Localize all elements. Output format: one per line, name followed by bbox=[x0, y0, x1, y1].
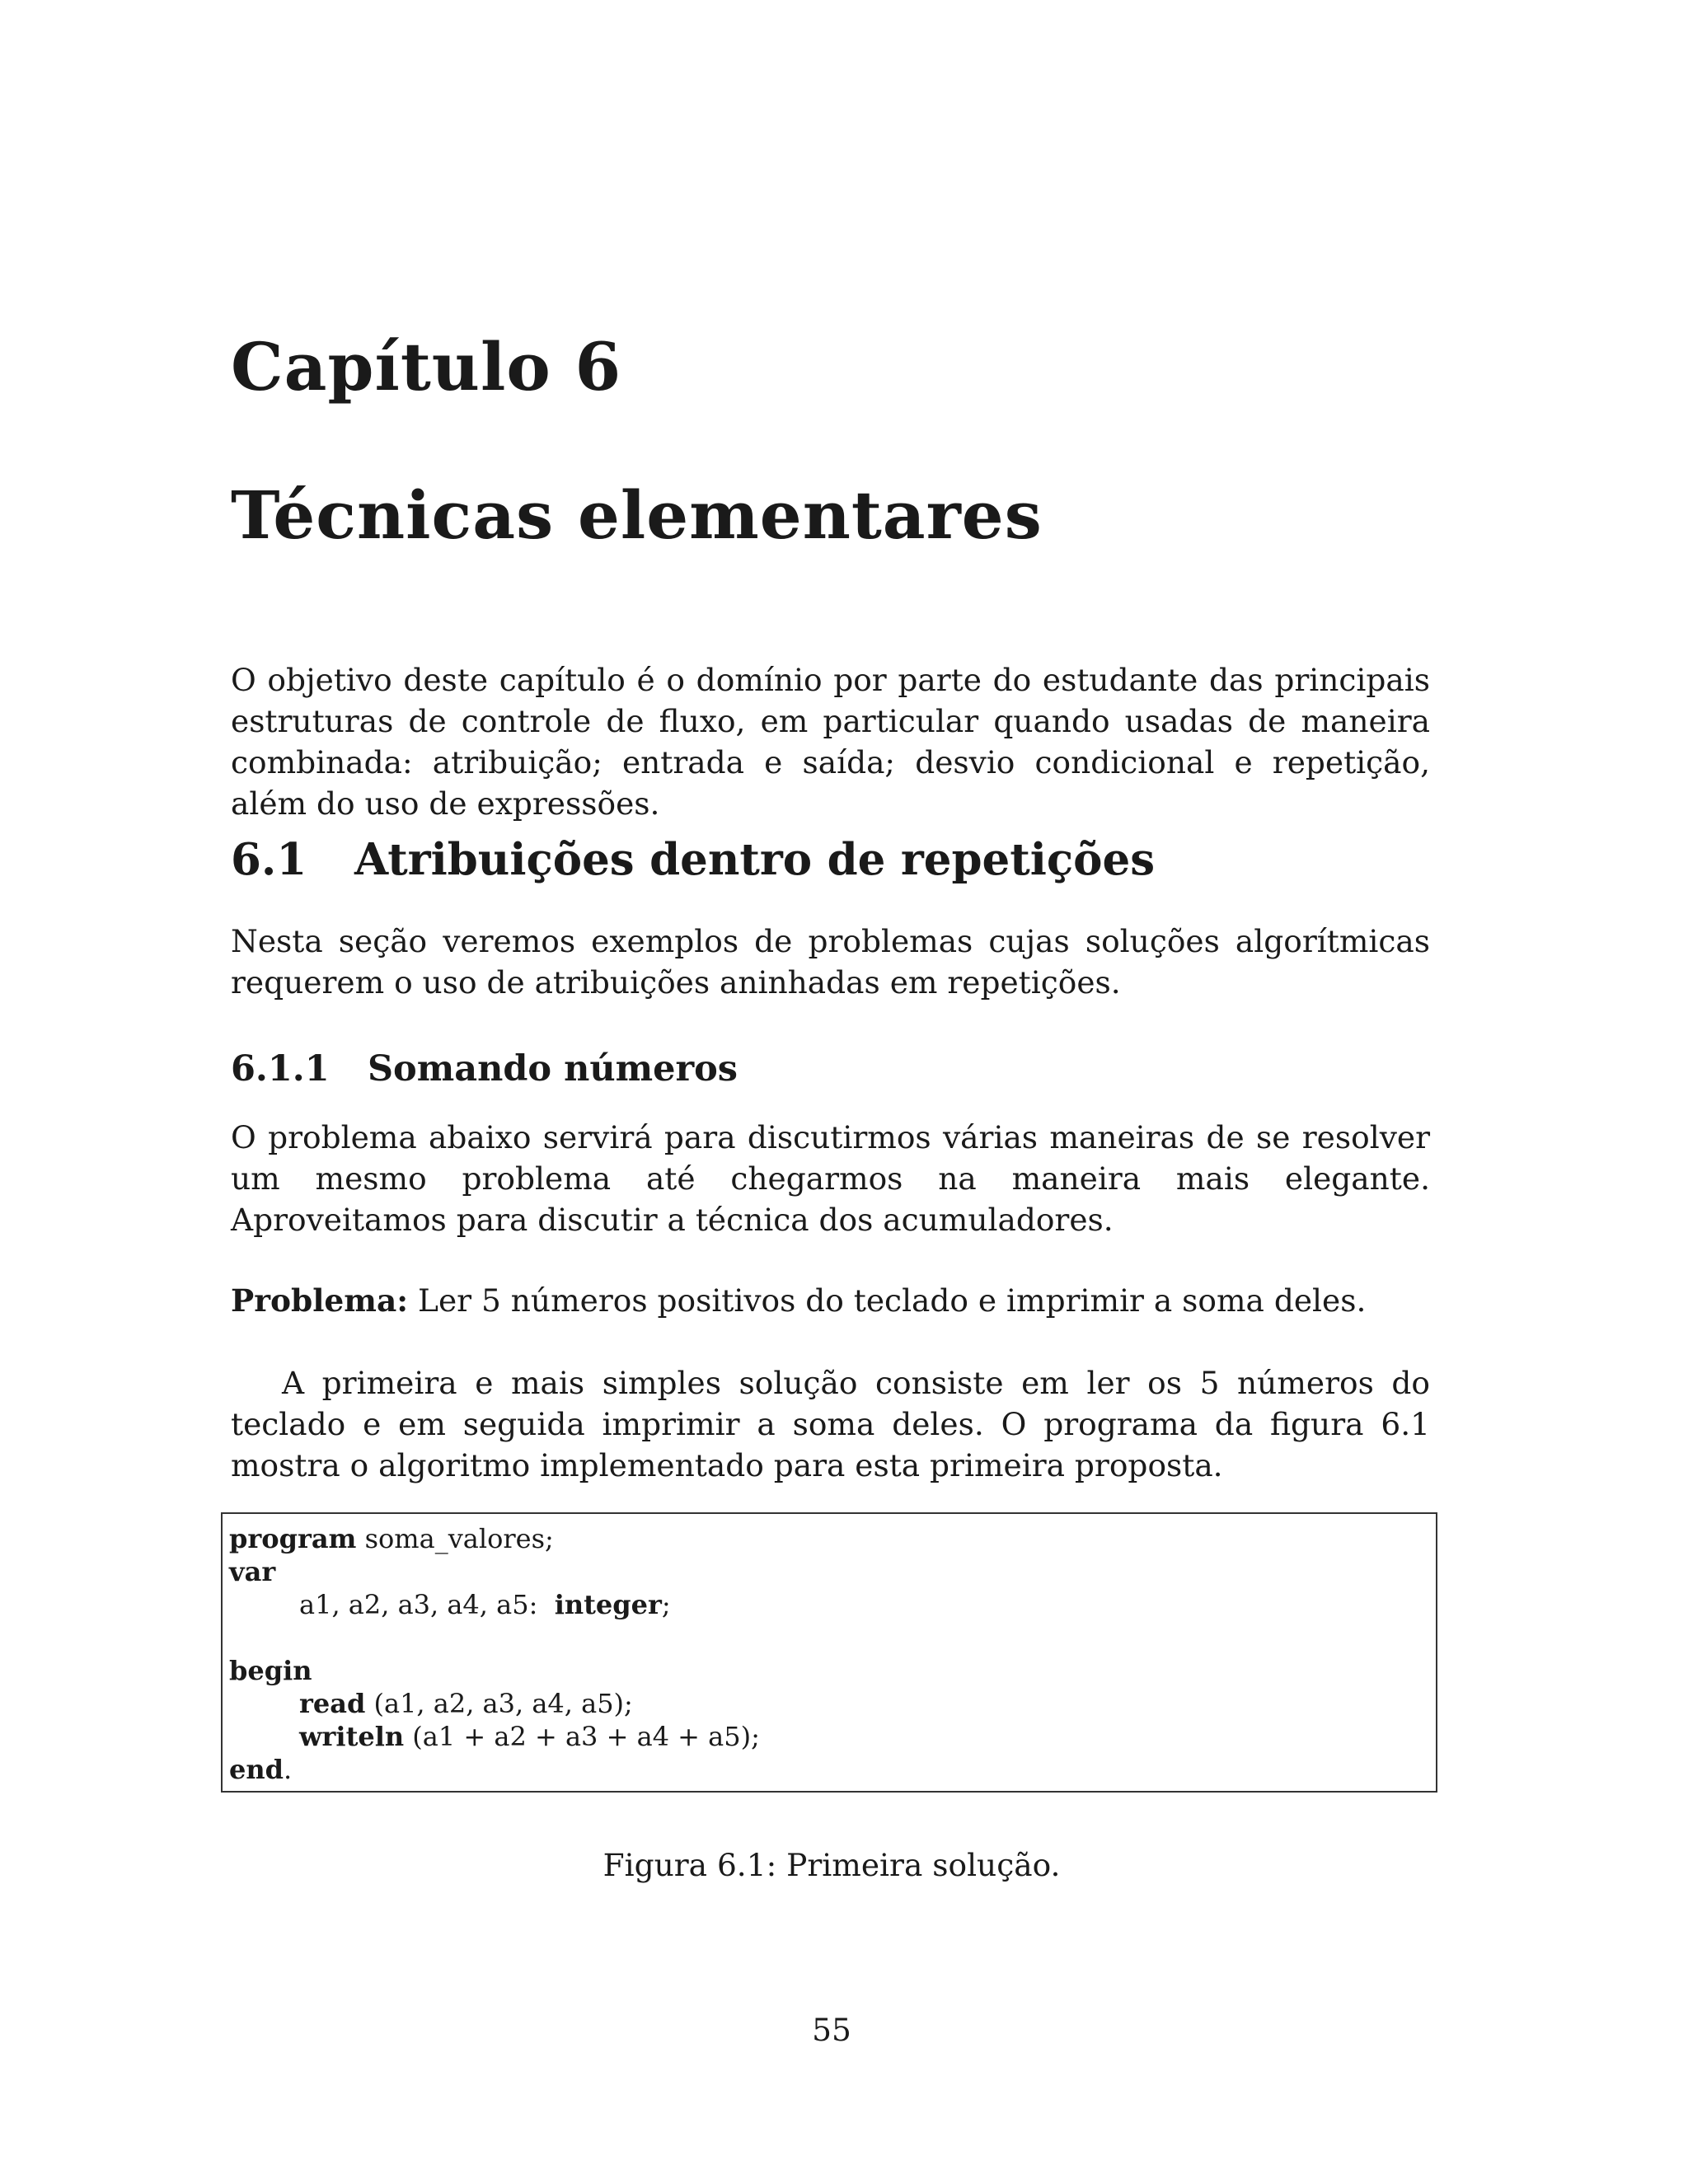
code-text: a1, a2, a3, a4, a5: bbox=[299, 1589, 555, 1620]
section-heading bbox=[231, 834, 1155, 887]
section-title: Atribuições dentro de repetições bbox=[354, 834, 1156, 885]
code-listing bbox=[221, 1512, 1437, 1793]
code-keyword: program bbox=[229, 1523, 357, 1554]
chapter-label: Capítulo 6 bbox=[231, 328, 622, 405]
problem-statement bbox=[231, 1280, 1430, 1321]
code-keyword: writeln bbox=[299, 1721, 405, 1752]
page-number: 55 bbox=[812, 2012, 851, 2048]
subsection-heading bbox=[231, 1048, 738, 1091]
code-keyword: read bbox=[299, 1688, 366, 1719]
code-line-begin bbox=[229, 1654, 1429, 1687]
code-text: (a1, a2, a3, a4, a5); bbox=[365, 1688, 633, 1719]
code-keyword: integer bbox=[554, 1589, 662, 1620]
figure-caption: Figura 6.1: Primeira solução. bbox=[603, 1847, 1061, 1883]
code-text: (a1 + a2 + a3 + a4 + a5); bbox=[404, 1721, 760, 1752]
subsection-title: Somando números bbox=[368, 1048, 738, 1090]
code-line-var bbox=[229, 1555, 1429, 1588]
code-line-read bbox=[229, 1687, 1429, 1720]
code-text: soma_valores; bbox=[356, 1523, 554, 1554]
solution-paragraph: A primeira e mais simples solução consiste em ler os 5 números do teclado e em seguida imprimir a soma deles. O programa da figura 6.1 mostra o algoritmo implementado para esta primeira proposta. bbox=[231, 1365, 1430, 1483]
code-keyword: end bbox=[229, 1754, 284, 1785]
chapter-intro-paragraph: O objetivo deste capítulo é o domínio por parte do estudante das principais estruturas de controle de fluxo, em particular quando usadas de maneira combinada: atribuição; entrada e saída; desvio condicional e repetição, além do uso de expressões. bbox=[231, 662, 1430, 822]
problem-text: Ler 5 números positivos do teclado e imprimir a soma deles. bbox=[408, 1282, 1367, 1319]
subsection-number: 6.1.1 bbox=[231, 1048, 330, 1090]
code-keyword: var bbox=[229, 1556, 276, 1587]
code-text: ; bbox=[661, 1589, 671, 1620]
chapter-title: Técnicas elementares bbox=[231, 476, 1043, 554]
code-line-program bbox=[229, 1522, 1429, 1555]
section-number: 6.1 bbox=[231, 834, 307, 885]
code-line-writeln bbox=[229, 1720, 1429, 1753]
problem-label: Problema: bbox=[231, 1282, 409, 1319]
code-line-blank bbox=[229, 1621, 1429, 1654]
code-keyword: begin bbox=[229, 1655, 312, 1686]
subsection-intro-paragraph: O problema abaixo servirá para discutirmos várias maneiras de se resolver um mesmo problema até chegarmos na maneira mais elegante. Aproveitamos para discutir a técnica dos acumuladores. bbox=[231, 1119, 1430, 1238]
code-line-declaration bbox=[229, 1588, 1429, 1621]
code-line-end bbox=[229, 1753, 1429, 1786]
code-text: . bbox=[284, 1754, 293, 1785]
section-intro-paragraph: Nesta seção veremos exemplos de problemas cujas soluções algorítmicas requerem o uso de atribuições aninhadas em repetições. bbox=[231, 923, 1430, 1001]
